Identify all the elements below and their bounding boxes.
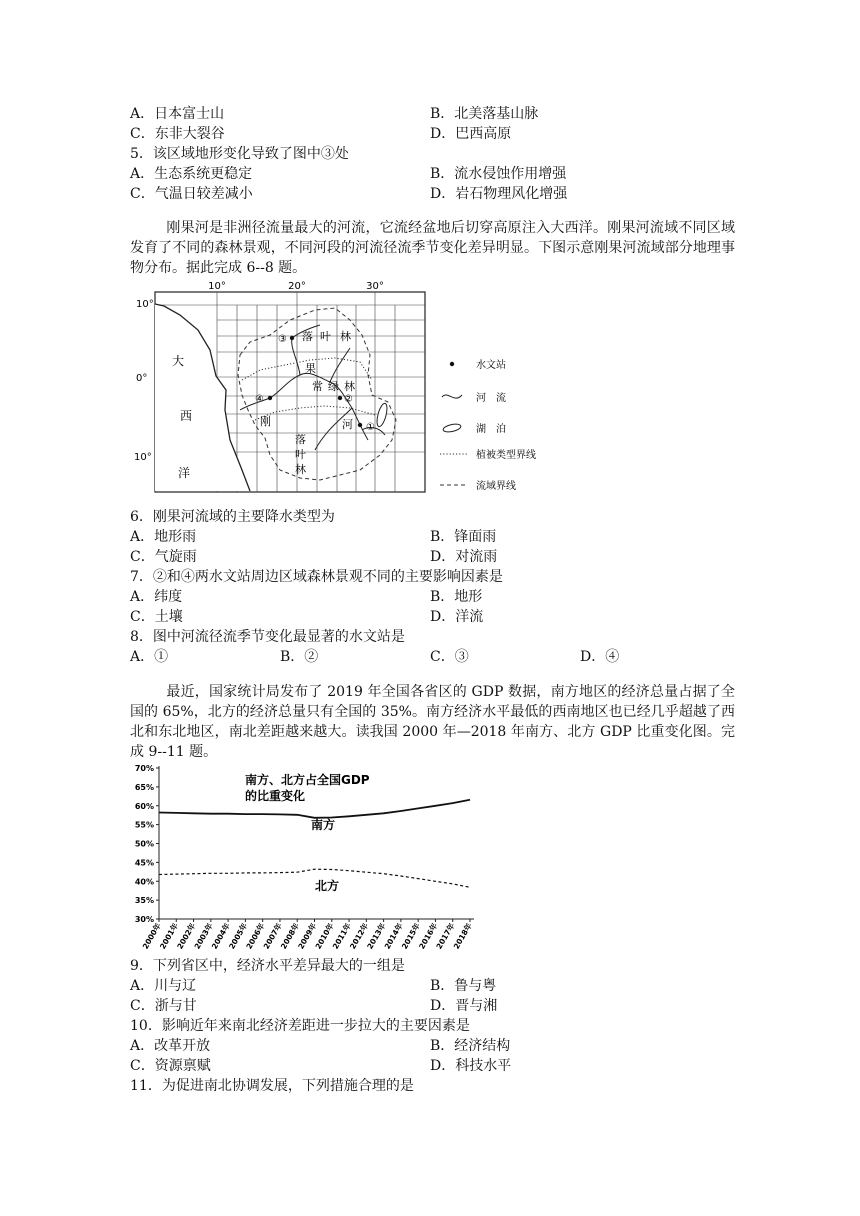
passage-congo: 刚果河是非洲径流量最大的河流，它流经盆地后切穿高原注入大西洋。刚果河流域不同区域发育了不同的森林景观，不同河段的河流径流季节变化差异明显。下图示意刚果河流域部分地理事物分布。据此完成 6--8 题。 bbox=[130, 220, 735, 276]
x-tick-label: 2000年 bbox=[140, 921, 163, 951]
x-tick-label: 2016年 bbox=[417, 921, 440, 951]
q9-stem: 9．下列省区中，经济水平差异最大的一组是 bbox=[130, 958, 405, 974]
series-label-south: 南方 bbox=[311, 818, 336, 832]
q8-option-d: D．④ bbox=[580, 649, 620, 665]
series-line-south bbox=[159, 800, 470, 818]
hydro-station bbox=[338, 396, 342, 400]
chart-title: 南方、北方占全国GDP bbox=[245, 773, 370, 787]
q8-option-a: A．① bbox=[130, 649, 169, 665]
station-4-label: ④ bbox=[255, 394, 264, 405]
rain-forest-label: 常 bbox=[312, 380, 323, 393]
q6-stem: 6．刚果河流域的主要降水类型为 bbox=[130, 509, 335, 525]
q10-option-d: D．科技水平 bbox=[430, 1058, 512, 1074]
legend-veg-boundary: 植被类型界线 bbox=[476, 450, 536, 461]
y-tick-label: 65% bbox=[134, 782, 154, 792]
lat-label: 10° bbox=[134, 452, 152, 463]
x-tick-label: 2008年 bbox=[278, 921, 301, 951]
q7-option-c: C．土壤 bbox=[130, 609, 183, 625]
station-3-label: ③ bbox=[278, 334, 287, 345]
x-tick-label: 2017年 bbox=[434, 921, 457, 951]
y-tick-label: 50% bbox=[134, 839, 154, 849]
chart-title: 的比重变化 bbox=[245, 789, 306, 803]
hydro-station bbox=[268, 396, 272, 400]
legend-station: 水文站 bbox=[476, 360, 506, 371]
river-name-char: 刚 bbox=[260, 415, 271, 428]
q6-option-c: C．气旋雨 bbox=[130, 549, 197, 565]
q6-option-a: A．地形雨 bbox=[130, 529, 197, 545]
q9-option-d: D．晋与湘 bbox=[430, 998, 498, 1014]
q11-stem: 11．为促进南北协调发展，下列措施合理的是 bbox=[130, 1078, 414, 1094]
q9-option-c: C．浙与甘 bbox=[130, 998, 197, 1014]
y-tick-label: 60% bbox=[134, 801, 154, 811]
north-forest-label: 林 bbox=[340, 330, 351, 343]
north-forest-label: 叶 bbox=[320, 330, 331, 343]
q6-option-b: B．锋面雨 bbox=[430, 529, 497, 545]
x-tick-label: 2012年 bbox=[348, 921, 371, 951]
lat-label: 0° bbox=[136, 373, 148, 384]
q5-stem: 5．该区域地形变化导致了图中③处 bbox=[130, 146, 349, 162]
gdp-share-chart bbox=[125, 760, 485, 960]
lon-label: 30° bbox=[366, 281, 384, 292]
x-tick-label: 2001年 bbox=[158, 921, 181, 951]
ocean-label: 洋 bbox=[178, 466, 191, 480]
river-name-char: 河 bbox=[342, 418, 353, 431]
station-2-label: ② bbox=[344, 394, 353, 405]
q9-option-b: B．鲁与粤 bbox=[430, 978, 497, 994]
station-1-label: ① bbox=[366, 422, 375, 433]
ocean-label: 大 bbox=[172, 354, 185, 368]
x-tick-label: 2005年 bbox=[227, 921, 250, 951]
south-forest-label: 叶 bbox=[295, 448, 306, 461]
x-tick-label: 2002年 bbox=[175, 921, 198, 951]
x-tick-label: 2014年 bbox=[382, 921, 405, 951]
q5-option-d: D．岩石物理风化增强 bbox=[430, 186, 568, 202]
north-forest-label: 落 bbox=[302, 330, 313, 343]
rain-forest-label: 林 bbox=[344, 380, 355, 393]
hydro-station bbox=[358, 423, 362, 427]
x-tick-label: 2010年 bbox=[313, 921, 336, 951]
q10-stem: 10．影响近年来南北经济差距进一步拉大的主要因素是 bbox=[130, 1018, 470, 1034]
q7-stem: 7．②和④两水文站周边区域森林景观不同的主要影响因素是 bbox=[130, 569, 503, 585]
x-tick-label: 2003年 bbox=[192, 921, 215, 951]
legend-river: 河 流 bbox=[476, 393, 506, 404]
y-tick-label: 45% bbox=[134, 858, 154, 868]
q5-option-c: C．气温日较差减小 bbox=[130, 186, 253, 202]
q10-option-c: C．资源禀赋 bbox=[130, 1058, 211, 1074]
q7-option-a: A．纬度 bbox=[130, 589, 183, 605]
ocean-area bbox=[155, 293, 250, 491]
x-tick-label: 2018年 bbox=[451, 921, 474, 951]
series-label-north: 北方 bbox=[315, 879, 340, 893]
y-tick-label: 40% bbox=[134, 877, 154, 887]
q4-option-a: A．日本富士山 bbox=[130, 106, 225, 122]
x-tick-label: 2006年 bbox=[244, 921, 267, 951]
q9-option-a: A．川与辽 bbox=[130, 978, 197, 994]
rain-forest-label: 绿 bbox=[328, 380, 339, 393]
congo-basin-map bbox=[130, 280, 570, 505]
legend-lake-symbol bbox=[442, 423, 461, 434]
q4-option-d: D．巴西高原 bbox=[430, 126, 512, 142]
legend-lake: 湖 泊 bbox=[476, 424, 506, 435]
hydro-station bbox=[290, 336, 294, 340]
y-tick-label: 70% bbox=[134, 764, 154, 773]
passage-gdp: 最近，国家统计局发布了 2019 年全国各省区的 GDP 数据，南方地区的经济总量占据了全国的 65%，北方的经济总量只有全国的 35%。南方经济水平最低的西南地区也已经几乎超越了西北和东北地区，南北差距越来越大。读我国 2000 年—2018 年南方、北方 GDP 比重变化图。完成 9--11 题。 bbox=[130, 684, 735, 760]
q8-stem: 8．图中河流径流季节变化最显著的水文站是 bbox=[130, 629, 405, 645]
ocean-label: 西 bbox=[180, 409, 193, 423]
x-tick-label: 2007年 bbox=[261, 921, 284, 951]
x-tick-label: 2009年 bbox=[296, 921, 319, 951]
y-tick-label: 30% bbox=[134, 915, 154, 924]
q5-option-b: B．流水侵蚀作用增强 bbox=[430, 166, 567, 182]
q6-option-d: D．对流雨 bbox=[430, 549, 498, 565]
south-forest-label: 林 bbox=[295, 463, 306, 476]
q10-option-a: A．改革开放 bbox=[130, 1038, 211, 1054]
q8-option-c: C．③ bbox=[430, 649, 469, 665]
legend-station-symbol bbox=[450, 362, 454, 366]
q8-option-b: B．② bbox=[280, 649, 319, 665]
lon-label: 10° bbox=[208, 281, 226, 292]
y-tick-label: 35% bbox=[134, 896, 154, 906]
lake bbox=[375, 402, 389, 427]
x-tick-label: 2011年 bbox=[330, 921, 353, 951]
legend-river-symbol bbox=[442, 395, 462, 398]
y-tick-label: 55% bbox=[134, 820, 154, 830]
x-tick-label: 2015年 bbox=[399, 921, 422, 951]
south-forest-label: 落 bbox=[295, 433, 306, 446]
q4-option-c: C．东非大裂谷 bbox=[130, 126, 225, 142]
river-name-char: 果 bbox=[305, 362, 316, 375]
x-tick-label: 2004年 bbox=[209, 921, 232, 951]
q10-option-b: B．经济结构 bbox=[430, 1038, 511, 1054]
legend-basin-boundary: 流域界线 bbox=[476, 481, 516, 492]
q7-option-b: B．地形 bbox=[430, 589, 483, 605]
q4-option-b: B．北美落基山脉 bbox=[430, 106, 539, 122]
q5-option-a: A．生态系统更稳定 bbox=[130, 166, 253, 182]
lon-label: 20° bbox=[288, 281, 306, 292]
q7-option-d: D．洋流 bbox=[430, 609, 484, 625]
x-tick-label: 2013年 bbox=[365, 921, 388, 951]
lat-label: 10° bbox=[136, 299, 154, 310]
